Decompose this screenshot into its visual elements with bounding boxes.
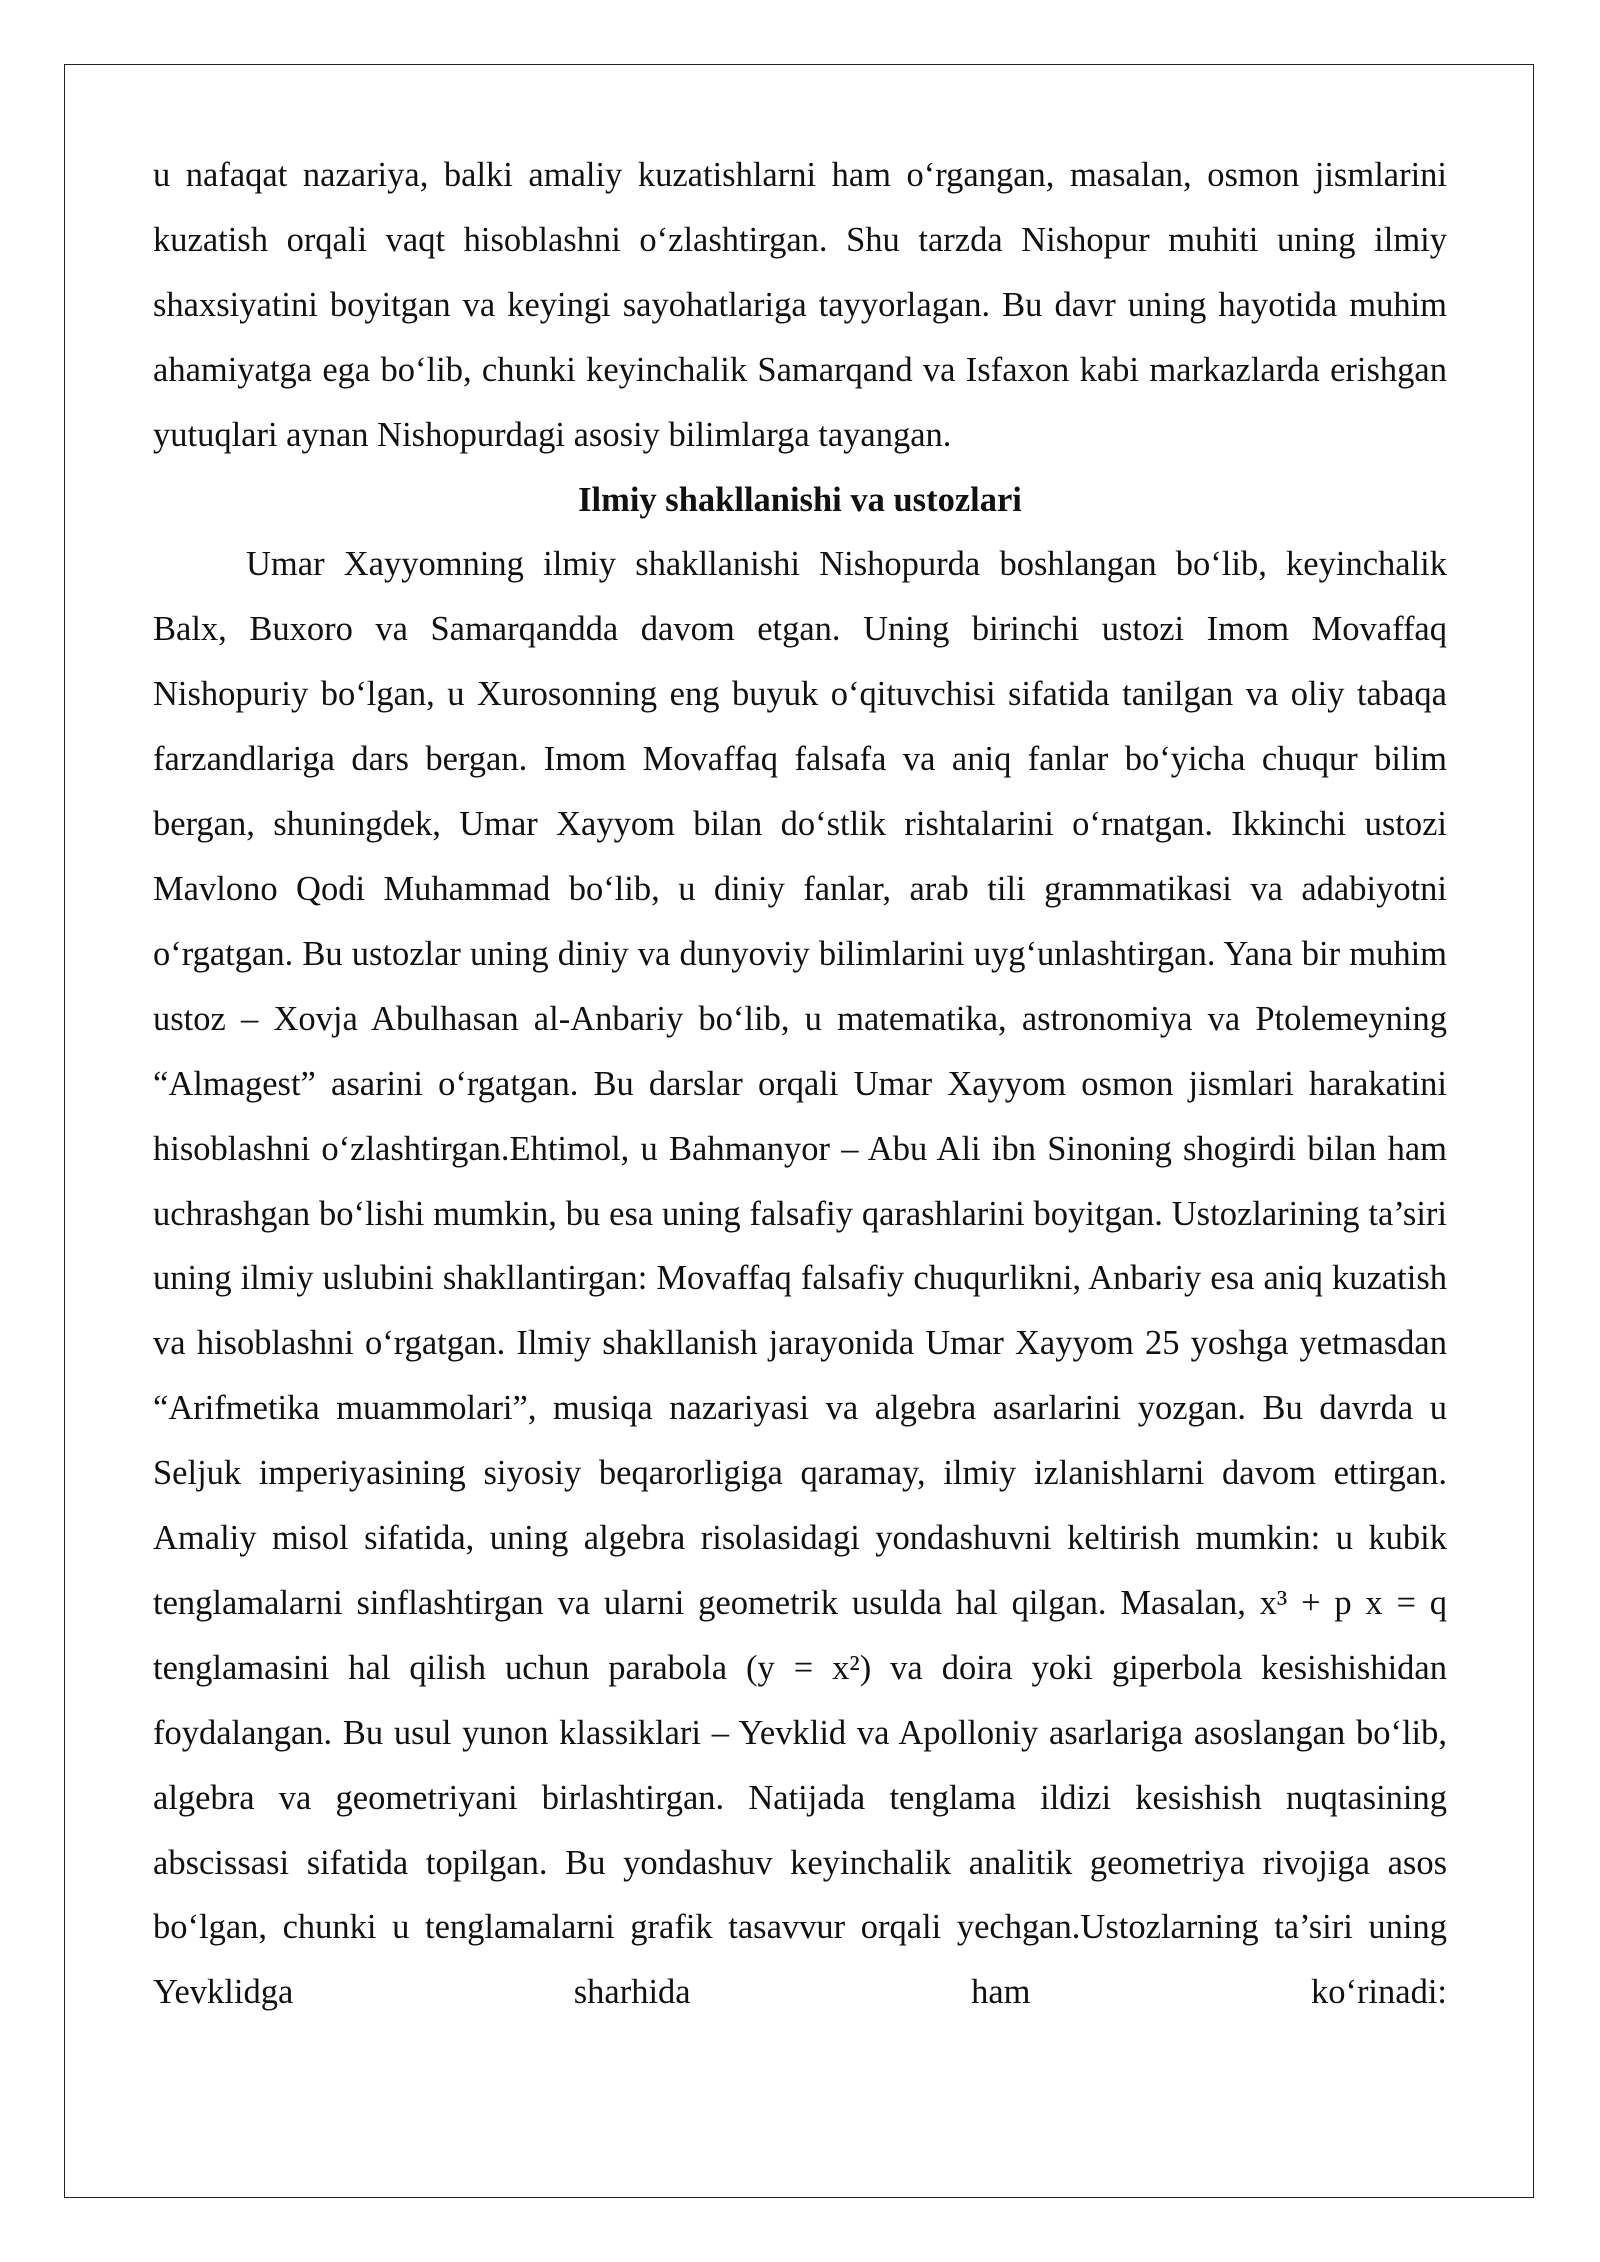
paragraph-nishopur-environment: u nafaqat nazariya, balki amaliy kuzatishlarni ham o‘rgangan, masalan, osmon jismlarini kuzatish orqali vaqt hisoblashni o‘zlashtirgan. Shu tarzda Nishopur muhiti uning ilmiy shaxsiyatini boyitgan va keyingi sayohatlariga tayyorlagan. Bu davr uning hayotida muhim ahamiyatga ega bo‘lib, chunki keyinchalik Samarqand va Isfaxon kabi markazlarda erishgan yutuqlari aynan Nishopurdagi asosiy bilimlarga tayangan. bbox=[153, 156, 1447, 454]
section-heading: Ilmiy shakllanishi va ustozlari bbox=[578, 480, 1022, 519]
document-body bbox=[153, 143, 1447, 2025]
paragraph-teachers: Umar Xayyomning ilmiy shakllanishi Nishopurda boshlangan bo‘lib, keyinchalik Balx, Buxoro va Samarqandda davom etgan. Uning birinchi ustozi Imom Movaffaq Nishopuriy bo‘lgan, u Xurosonning eng buyuk o‘qituvchisi sifatida tanilgan va oliy tabaqa farzandlariga dars bergan. Imom Movaffaq falsafa va aniq fanlar bo‘yicha chuqur bilim bergan, shuningdek, Umar Xayyom bilan do‘stlik rishtalarini o‘rnatgan. Ikkinchi ustozi Mavlono Qodi Muhammad bo‘lib, u diniy fanlar, arab tili grammatikasi va adabiyotni o‘rgatgan. Bu ustozlar uning diniy va dunyoviy bilimlarini uyg‘unlashtirgan. Yana bir muhim ustoz – Xovja Abulhasan al-Anbariy bo‘lib, u matematika, astronomiya va Ptolemeyning “Almagest” asarini o‘rgatgan. Bu darslar orqali Umar Xayyom osmon jismlari harakatini hisoblashni o‘zlashtirgan.Ehtimol, u Bahmanyor – Abu Ali ibn Sinoning shogirdi bilan ham uchrashgan bo‘lishi mumkin, bu esa uning falsafiy qarashlarini boyitgan. Ustozlarining ta’siri uning ilmiy uslubini shakllantirgan: Movaffaq falsafiy chuqurlikni, Anbariy esa aniq kuzatish va hisoblashni o‘rgatgan. Ilmiy shakllanish jarayonida Umar Xayyom 25 yoshga yetmasdan “Arifmetika muammolari”, musiqa nazariyasi va algebra asarlarini yozgan. Bu davrda u Seljuk imperiyasining siyosiy beqarorligiga qaramay, ilmiy izlanishlarni davom ettirgan. Amaliy misol sifatida, uning algebra risolasidagi yondashuvni keltirish mumkin: u kubik tenglamalarni sinflashtirgan va ularni geometrik usulda hal qilgan. Masalan, x³ + p x = q tenglamasini hal qilish uchun parabola (y = x²) va doira yoki giperbola kesishishidan foydalangan. Bu usul yunon klassiklari – Yevklid va Apolloniy asarlariga asoslangan bo‘lib, algebra va geometriyani birlashtirgan. Natijada tenglama ildizi kesishish nuqtasining abscissasi sifatida topilgan. Bu yondashuv keyinchalik analitik geometriya rivojiga asos bo‘lgan, chunki u tenglamalarni grafik tasavvur orqali yechgan.Ustozlarning ta’siri uning Yevklidga sharhida ham ko‘rinadi: bbox=[153, 545, 1447, 2012]
